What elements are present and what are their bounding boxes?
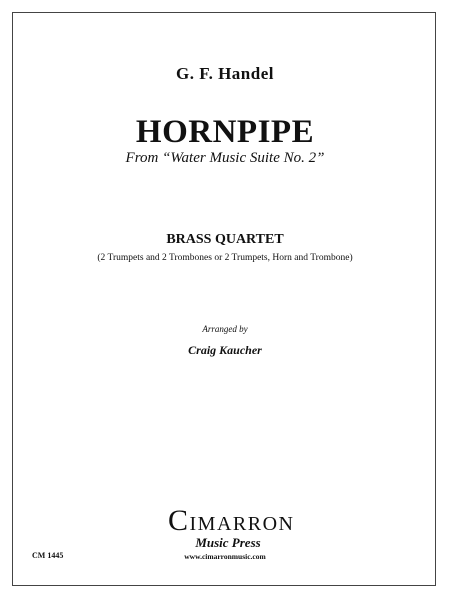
publisher-logo-subtitle: Music Press — [195, 535, 261, 550]
arranger-name: Craig Kaucher — [188, 343, 262, 357]
publisher-url: www.cimarronmusic.com — [184, 552, 266, 561]
arranged-by-label: Arranged by — [202, 324, 248, 334]
publisher-logo-wordmark — [168, 504, 295, 537]
composer-name: G. F. Handel — [176, 64, 274, 83]
instrumentation-note: (2 Trumpets and 2 Trombones or 2 Trumpets, Horn and Trombone) — [97, 253, 353, 263]
ensemble-heading: BRASS QUARTET — [166, 232, 284, 247]
publisher-logo-initial: C — [168, 504, 190, 537]
piece-subtitle: From “Water Music Suite No. 2” — [125, 150, 325, 166]
publisher-logo-rest: IMARRON — [189, 513, 295, 535]
page-border — [12, 12, 436, 586]
catalog-number: CM 1445 — [32, 551, 64, 560]
piece-title: HORNPIPE — [135, 114, 315, 150]
